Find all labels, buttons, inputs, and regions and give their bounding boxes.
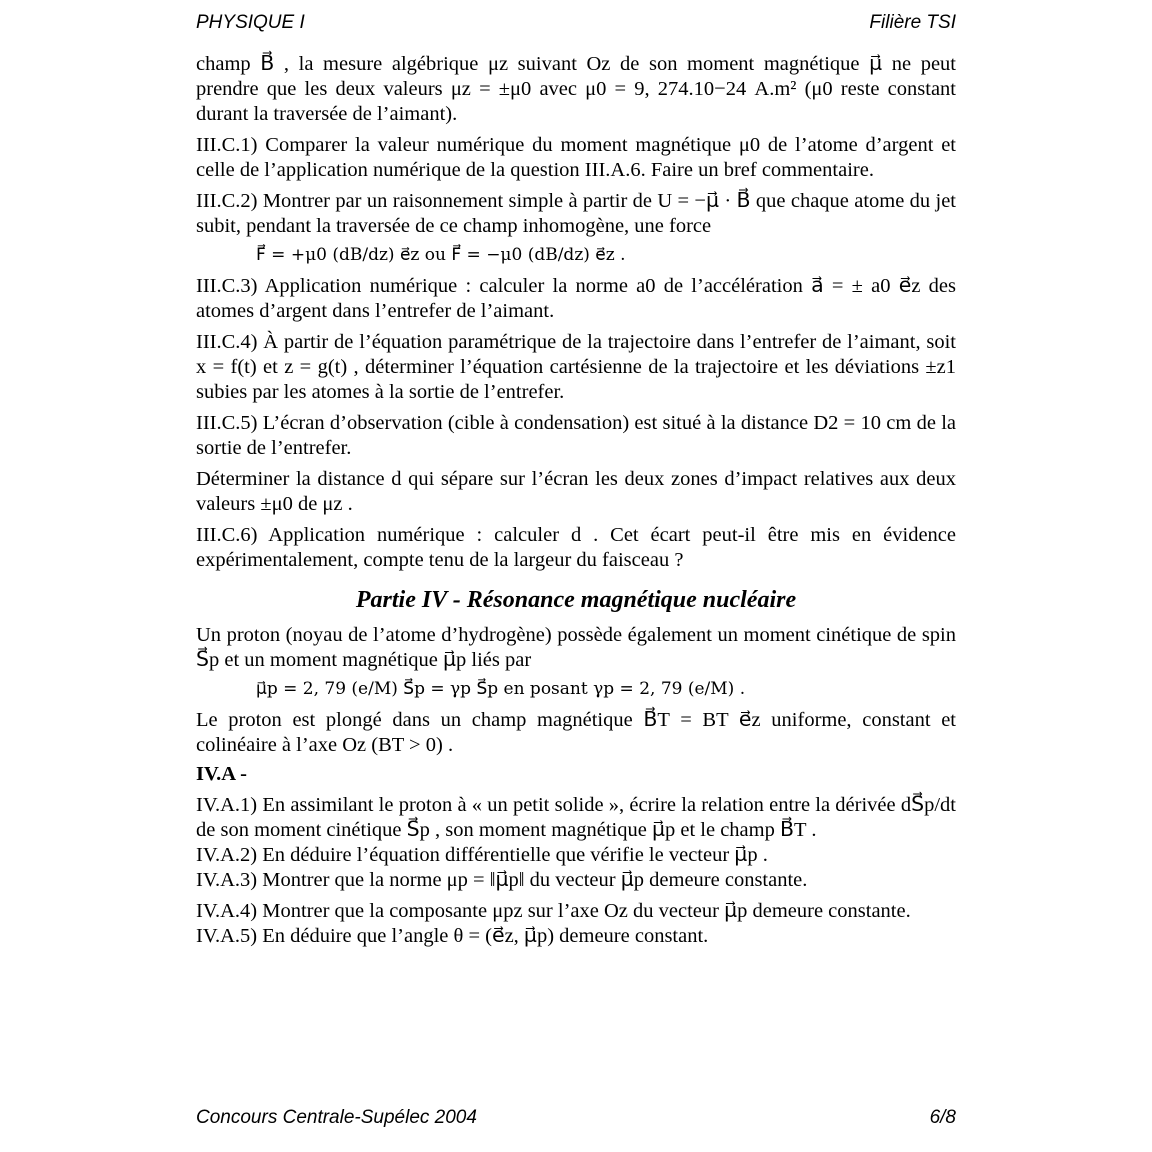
paragraph: Le proton est plongé dans un champ magnétique B⃗T = BT e⃗z uniforme, constant et colinéaire à l’axe Oz (BT > 0) . bbox=[196, 709, 956, 756]
subsection-title: IV.A - bbox=[196, 763, 247, 785]
section-title: Partie IV - Résonance magnétique nucléaire bbox=[355, 587, 797, 613]
equation-moment: μ⃗p = 2, 79 (e/M) S⃗p = γp S⃗p en posant γp = 2, 79 (e/M) . bbox=[256, 679, 746, 699]
question-IV-A-2: IV.A.2) En déduire l’équation différentielle que vérifie le vecteur μ⃗p . bbox=[196, 844, 768, 866]
question-IV-A-1: IV.A.1) En assimilant le proton à « un petit solide », écrire la relation entre la dérivée dS⃗p/dt de son moment cinétique S⃗p , son moment magnétique μ⃗p et le champ B⃗T . bbox=[196, 794, 956, 841]
page-header bbox=[196, 12, 956, 34]
question-III-C-6: III.C.6) Application numérique : calculer d . Cet écart peut-il être mis en évidence expérimentalement, compte tenu de la largeur du faisceau ? bbox=[196, 524, 956, 571]
equation-force: F⃗ = +μ0 (dB/dz) e⃗z ou F⃗ = −μ0 (dB/dz) e⃗z . bbox=[256, 245, 626, 265]
question-III-C-5: III.C.5) L’écran d’observation (cible à condensation) est situé à la distance D2 = 10 cm de la sortie de l’entrefer. bbox=[196, 412, 956, 459]
page-number: 6/8 bbox=[929, 1107, 956, 1128]
header-left: PHYSIQUE I bbox=[196, 12, 305, 33]
page-footer bbox=[196, 1107, 956, 1129]
paragraph: Déterminer la distance d qui sépare sur l’écran les deux zones d’impact relatives aux deux valeurs ±μ0 de μz . bbox=[196, 468, 956, 515]
question-IV-A-3: IV.A.3) Montrer que la norme μp = ‖μ⃗p‖ du vecteur μ⃗p demeure constante. bbox=[196, 869, 808, 891]
paragraph: champ B⃗ , la mesure algébrique μz suivant Oz de son moment magnétique μ⃗ ne peut prendre que les deux valeurs μz = ±μ0 avec μ0 = 9, 274.10−24 A.m² (μ0 reste constant durant la traversée de l’aimant). bbox=[196, 53, 956, 125]
question-III-C-1: III.C.1) Comparer la valeur numérique du moment magnétique μ0 de l’atome d’argent et celle de l’application numérique de la question III.A.6. Faire un bref commentaire. bbox=[196, 134, 956, 181]
paragraph: Un proton (noyau de l’atome d’hydrogène) possède également un moment cinétique de spin S⃗p et un moment magnétique μ⃗p liés par bbox=[196, 624, 956, 671]
question-III-C-3: III.C.3) Application numérique : calculer la norme a0 de l’accélération a⃗ = ± a0 e⃗z des atomes d’argent dans l’entrefer de l’aimant. bbox=[196, 275, 956, 322]
document-body bbox=[196, 52, 956, 949]
footer-left: Concours Centrale-Supélec 2004 bbox=[196, 1107, 477, 1128]
question-III-C-2: III.C.2) Montrer par un raisonnement simple à partir de U = −μ⃗ · B⃗ que chaque atome du jet subit, pendant la traversée de ce champ inhomogène, une force bbox=[196, 190, 956, 237]
header-right: Filière TSI bbox=[869, 12, 956, 33]
question-III-C-4: III.C.4) À partir de l’équation paramétrique de la trajectoire dans l’entrefer de l’aimant, soit x = f(t) et z = g(t) , déterminer l’équation cartésienne de la trajectoire et les déviations ±z1 subies par les atomes à la sortie de l’entrefer. bbox=[196, 331, 956, 403]
question-IV-A-5: IV.A.5) En déduire que l’angle θ = (e⃗z, μ⃗p) demeure constant. bbox=[196, 925, 709, 947]
question-IV-A-4: IV.A.4) Montrer que la composante μpz sur l’axe Oz du vecteur μ⃗p demeure constante. bbox=[196, 900, 911, 922]
